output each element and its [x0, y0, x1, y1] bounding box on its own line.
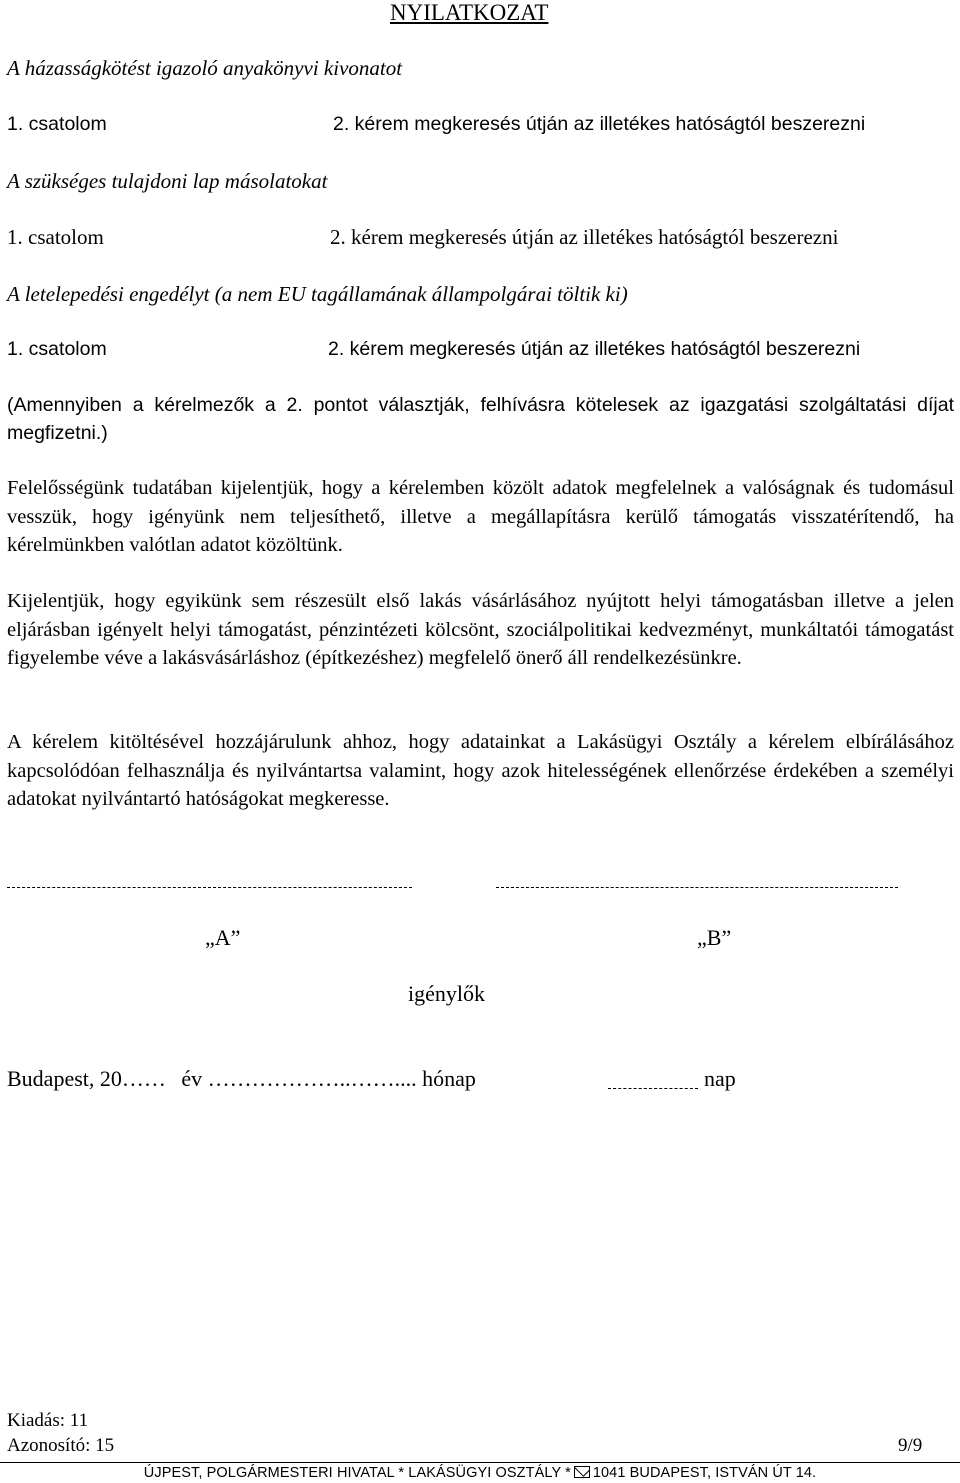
date-city-year[interactable]: Budapest, 20……: [7, 1066, 166, 1091]
signature-line-a[interactable]: [7, 887, 412, 888]
date-month-dots[interactable]: ………………..…….: [207, 1066, 401, 1091]
footer-page-number: 9/9: [898, 1435, 923, 1456]
section-heading-residence-permit: A letelepedési engedélyt (a nem EU tagállamának állampolgárai töltik ki): [7, 282, 628, 306]
date-day-field[interactable]: [608, 1088, 698, 1089]
footer-divider: [0, 1462, 960, 1463]
footer-address-office: ÚJPEST, POLGÁRMESTERI HIVATAL * LAKÁSÜGYI OSZTÁLY *: [143, 1465, 571, 1481]
signature-role: igénylők: [408, 981, 485, 1006]
date-day-word: nap: [704, 1066, 736, 1091]
option-attach[interactable]: 1. csatolom: [7, 338, 107, 360]
section-heading-land-registry: A szükséges tulajdoni lap másolatokat: [7, 169, 328, 193]
option-attach[interactable]: 1. csatolom: [7, 113, 107, 135]
date-year-word: év: [181, 1066, 203, 1091]
option-request-authority[interactable]: 2. kérem megkeresés útján az illetékes hatóságtól beszerezni: [330, 225, 839, 249]
footer-address-street: 1041 BUDAPEST, ISTVÁN ÚT 14.: [592, 1465, 817, 1481]
date-line: [7, 1066, 476, 1092]
footer-identifier: Azonosító: 15: [7, 1435, 115, 1456]
section-heading-marriage-certificate: A házasságkötést igazoló anyakönyvi kivonatot: [7, 56, 403, 80]
date-month-word: ... hónap: [400, 1066, 476, 1091]
declaration-paragraph: Felelősségünk tudatában kijelentjük, hogy a kérelemben közölt adatok megfelelnek a valóságnak és tudomásul vesszük, hogy igényünk nem teljesíthető, illetve a megállapításra kerülő támogatás visszatérítendő, ha kérelmünkben valótlan adatot közöltünk.: [7, 477, 954, 556]
option-attach[interactable]: 1. csatolom: [7, 225, 104, 249]
envelope-icon: [574, 1466, 590, 1478]
option-request-authority[interactable]: 2. kérem megkeresés útján az illetékes hatóságtól beszerezni: [333, 113, 866, 135]
signature-label-b: „B”: [697, 925, 732, 950]
footer-address: [0, 1465, 960, 1481]
signature-label-a: „A”: [205, 925, 241, 950]
consent-paragraph: A kérelem kitöltésével hozzájárulunk ahhoz, hogy adatainkat a Lakásügyi Osztály a kérelem elbírálásához kapcsolódóan felhasználja és nyilvántartsa valamint, hogy azok hitelességének ellenőrzése érdekében a személyi adatokat nyilvántartó hatóságokat megkeresse.: [7, 731, 954, 810]
fee-note: (Amennyiben a kérelmezők a 2. pontot választják, felhívásra kötelesek az igazgatási szolgáltatási díjat megfizetni.): [7, 394, 954, 444]
page-title: NYILATKOZAT: [390, 0, 549, 25]
option-request-authority[interactable]: 2. kérem megkeresés útján az illetékes hatóságtól beszerezni: [328, 338, 861, 360]
footer-edition: Kiadás: 11: [7, 1410, 89, 1431]
signature-line-b[interactable]: [496, 887, 898, 888]
declaration-paragraph: Kijelentjük, hogy egyikünk sem részesült első lakás vásárlásához nyújtott helyi támogatásban illetve a jelen eljárásban igényelt helyi támogatást, pénzintézeti kölcsönt, szociálpolitikai kedvezményt, munkáltatói támogatást figyelembe véve a lakásvásárláshoz (építkezéshez) megfelelő önerő áll rendelkezésünkre.: [7, 590, 954, 669]
